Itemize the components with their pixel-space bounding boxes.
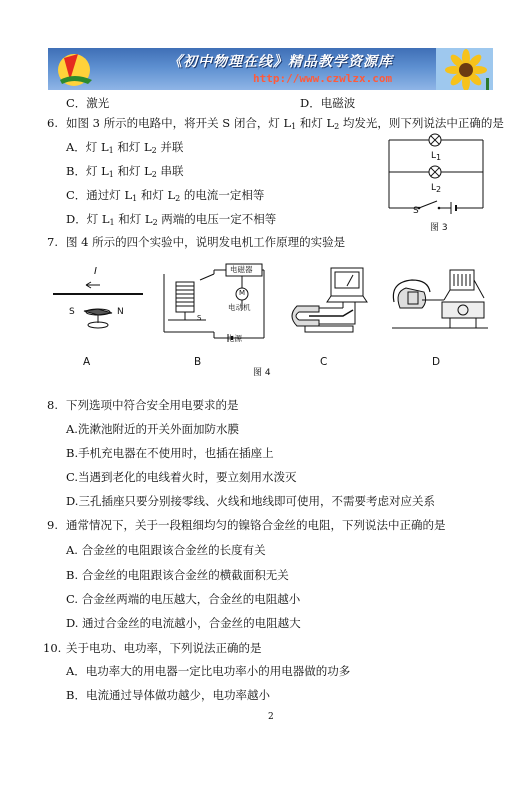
- q5-option-c: C．激光: [66, 96, 110, 110]
- q8-option-b: B.手机充电器在不使用时，也插在插座上: [66, 446, 274, 460]
- figure-4c-induction: [283, 262, 378, 340]
- sunflower-image: [436, 48, 493, 90]
- fig4-label-d: D: [432, 356, 441, 368]
- q8-stem: 下列选项中符合安全用电要求的是: [66, 398, 239, 412]
- q6-option-b: B．灯 $L_1$ 和灯 $L_2$ 串联: [66, 164, 184, 179]
- fig3-caption: 图 3: [430, 223, 448, 233]
- q8-option-d: D.三孔插座只要分别接零线、火线和地线即可使用，不需要考虑对应关系: [66, 494, 435, 508]
- q8-option-a: A.洗漱池附近的开关外面加防水膜: [66, 422, 239, 436]
- q8-number: 8.: [47, 398, 58, 412]
- fig4a-n-label: N: [117, 307, 124, 317]
- q6-stem: 如图 3 所示的电路中，将开关 S 闭合，灯 $L_1$ 和灯 $L_2$ 均发光，则下列说法中正确的是: [66, 116, 504, 131]
- fig4b-motor-label: 电动机: [228, 303, 251, 312]
- site-logo: [52, 50, 98, 88]
- q6-option-c: C．通过灯 $L_1$ 和灯 $L_2$ 的电流一定相等: [66, 188, 265, 203]
- fig4-label-a: A: [83, 356, 91, 368]
- fig3-label-l2: $L_2$: [431, 183, 442, 194]
- q6-option-d: D．灯 $L_1$ 和灯 $L_2$ 两端的电压一定不相等: [66, 212, 277, 227]
- q6-option-a: A．灯 $L_1$ 和灯 $L_2$ 并联: [66, 140, 184, 155]
- q9-option-a: A. 合金丝的电阻跟该合金丝的长度有关: [66, 543, 266, 557]
- q9-stem: 通常情况下，关于一段粗细均匀的镍铬合金丝的电阻，下列说法中正确的是: [66, 518, 446, 532]
- q10-stem: 关于电功、电功率，下列说法正确的是: [66, 641, 262, 655]
- q5-option-d: D．电磁波: [300, 96, 356, 110]
- banner-url: http://www.czwlzx.com: [253, 72, 393, 85]
- fig4-caption: 图 4: [253, 368, 271, 378]
- fig4b-switch-label: S: [197, 314, 202, 322]
- fig3-label-l1: $L_1$: [431, 151, 442, 162]
- fig4-label-b: B: [194, 356, 202, 368]
- banner-title: 《初中物理在线》精品教学资源库: [168, 54, 393, 70]
- fig4-label-c: C: [320, 356, 328, 368]
- q10-option-a: A．电功率大的用电器一定比电功率小的用电器做的功多: [66, 664, 351, 678]
- q8-option-c: C.当遇到老化的电线着火时，要立刻用水泼灭: [66, 470, 297, 484]
- fig4b-relay-label: 电磁器: [230, 265, 253, 274]
- figure-4a-oersted: [48, 265, 148, 340]
- q9-option-d: D. 通过合金丝的电流越小，合金丝的电阻越大: [66, 616, 301, 630]
- figure-3-circuit: [385, 132, 487, 222]
- q6-number: 6.: [47, 116, 58, 130]
- q9-number: 9.: [47, 518, 58, 532]
- q7-stem: 图 4 所示的四个实验中，说明发电机工作原理的实验是: [66, 235, 346, 249]
- q7-number: 7.: [47, 235, 58, 249]
- header-banner: [48, 48, 493, 90]
- q9-option-b: B. 合金丝的电阻跟该合金丝的横截面积无关: [66, 568, 289, 582]
- fig4a-current-label: I: [94, 266, 97, 277]
- figure-4d-motor: [388, 262, 493, 342]
- page-number: 2: [268, 712, 274, 722]
- q10-option-b: B．电流通过导体做功越少，电功率越小: [66, 688, 270, 702]
- q10-number: 10.: [43, 641, 62, 655]
- fig3-label-switch: S: [413, 206, 419, 216]
- fig4b-motor-m-label: M: [239, 289, 246, 297]
- fig4a-s-label: S: [69, 307, 75, 317]
- fig4b-power-label: 电源: [227, 334, 242, 343]
- q9-option-c: C. 合金丝两端的电压越大，合金丝的电阻越小: [66, 592, 301, 606]
